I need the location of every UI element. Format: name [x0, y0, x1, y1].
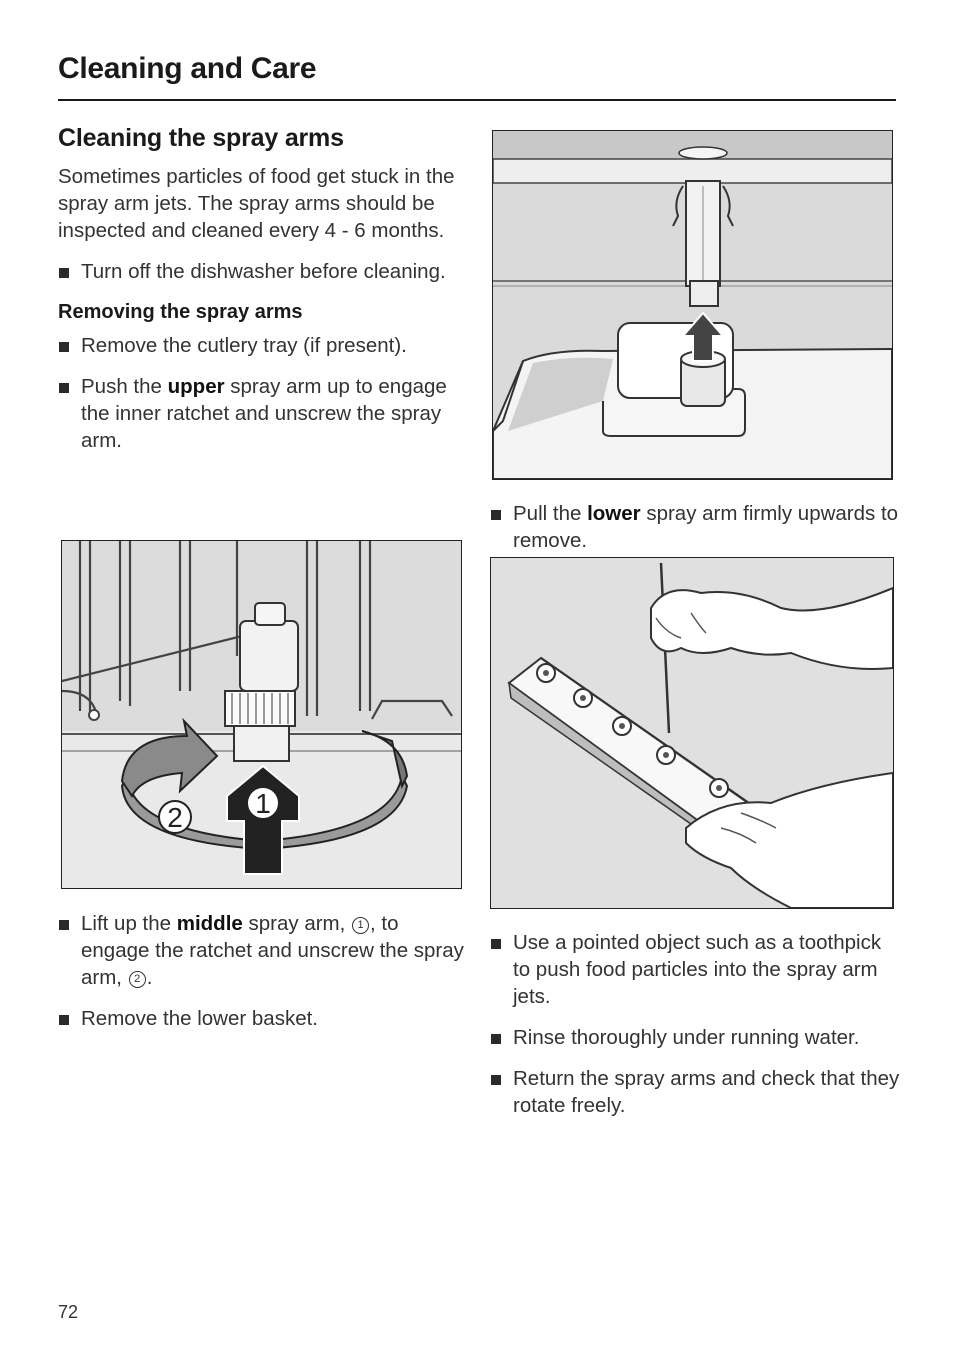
bullet-cutlery-tray: Remove the cutlery tray (if present).: [58, 332, 468, 359]
bullet-square-icon: [491, 1034, 501, 1044]
figure-middle-spray-arm: [61, 540, 462, 889]
bullet-square-icon: [59, 1015, 69, 1025]
bullet-square-icon: [491, 1075, 501, 1085]
bullet-square-icon: [59, 342, 69, 352]
title-rule: [58, 99, 896, 101]
bullet-lower-arm: Pull the lower spray arm firmly upwards to remove.: [490, 500, 900, 554]
bullet-middle-arm: Lift up the middle spray arm, 1 , to engage the ratchet and unscrew the spray arm, 2 .: [58, 910, 468, 991]
right-lower-bullets: [490, 929, 900, 1133]
section-title: Cleaning and Care: [58, 52, 317, 85]
step-1-label: 1: [255, 788, 271, 819]
left-column: [58, 124, 468, 468]
bullet-square-icon: [59, 268, 69, 278]
bullet-turn-off: Turn off the dishwasher before cleaning.: [58, 258, 468, 285]
bullet-upper-arm: Push the upper spray arm up to engage the inner ratchet and unscrew the spray arm.: [58, 373, 468, 454]
bullet-square-icon: [59, 383, 69, 393]
left-lower-bullets: [58, 910, 468, 1046]
bullet-rinse: Rinse thoroughly under running water.: [490, 1024, 900, 1051]
heading-cleaning-spray-arms: Cleaning the spray arms: [58, 124, 344, 152]
figure-upper-spray-arm: [492, 130, 893, 480]
bullet-return-arms: Return the spray arms and check that they rotate freely.: [490, 1065, 900, 1119]
bullet-lower-basket: Remove the lower basket.: [58, 1005, 468, 1032]
page-number: 72: [58, 1302, 79, 1322]
subheading-removing: Removing the spray arms: [58, 301, 303, 323]
step-2-label: 2: [167, 802, 183, 833]
intro-paragraph: Sometimes particles of food get stuck in the spray arm jets. The spray arms should be inspected and cleaned every 4 - 6 months.: [58, 165, 455, 242]
step-2-marker: 2: [129, 971, 146, 988]
bullet-square-icon: [491, 510, 501, 520]
figure-cleaning-jets: [490, 557, 894, 909]
bullet-square-icon: [491, 939, 501, 949]
step-1-marker: 1: [352, 917, 369, 934]
bullet-square-icon: [59, 920, 69, 930]
bullet-pointed-object: Use a pointed object such as a toothpick to push food particles into the spray arm jets.: [490, 929, 900, 1010]
